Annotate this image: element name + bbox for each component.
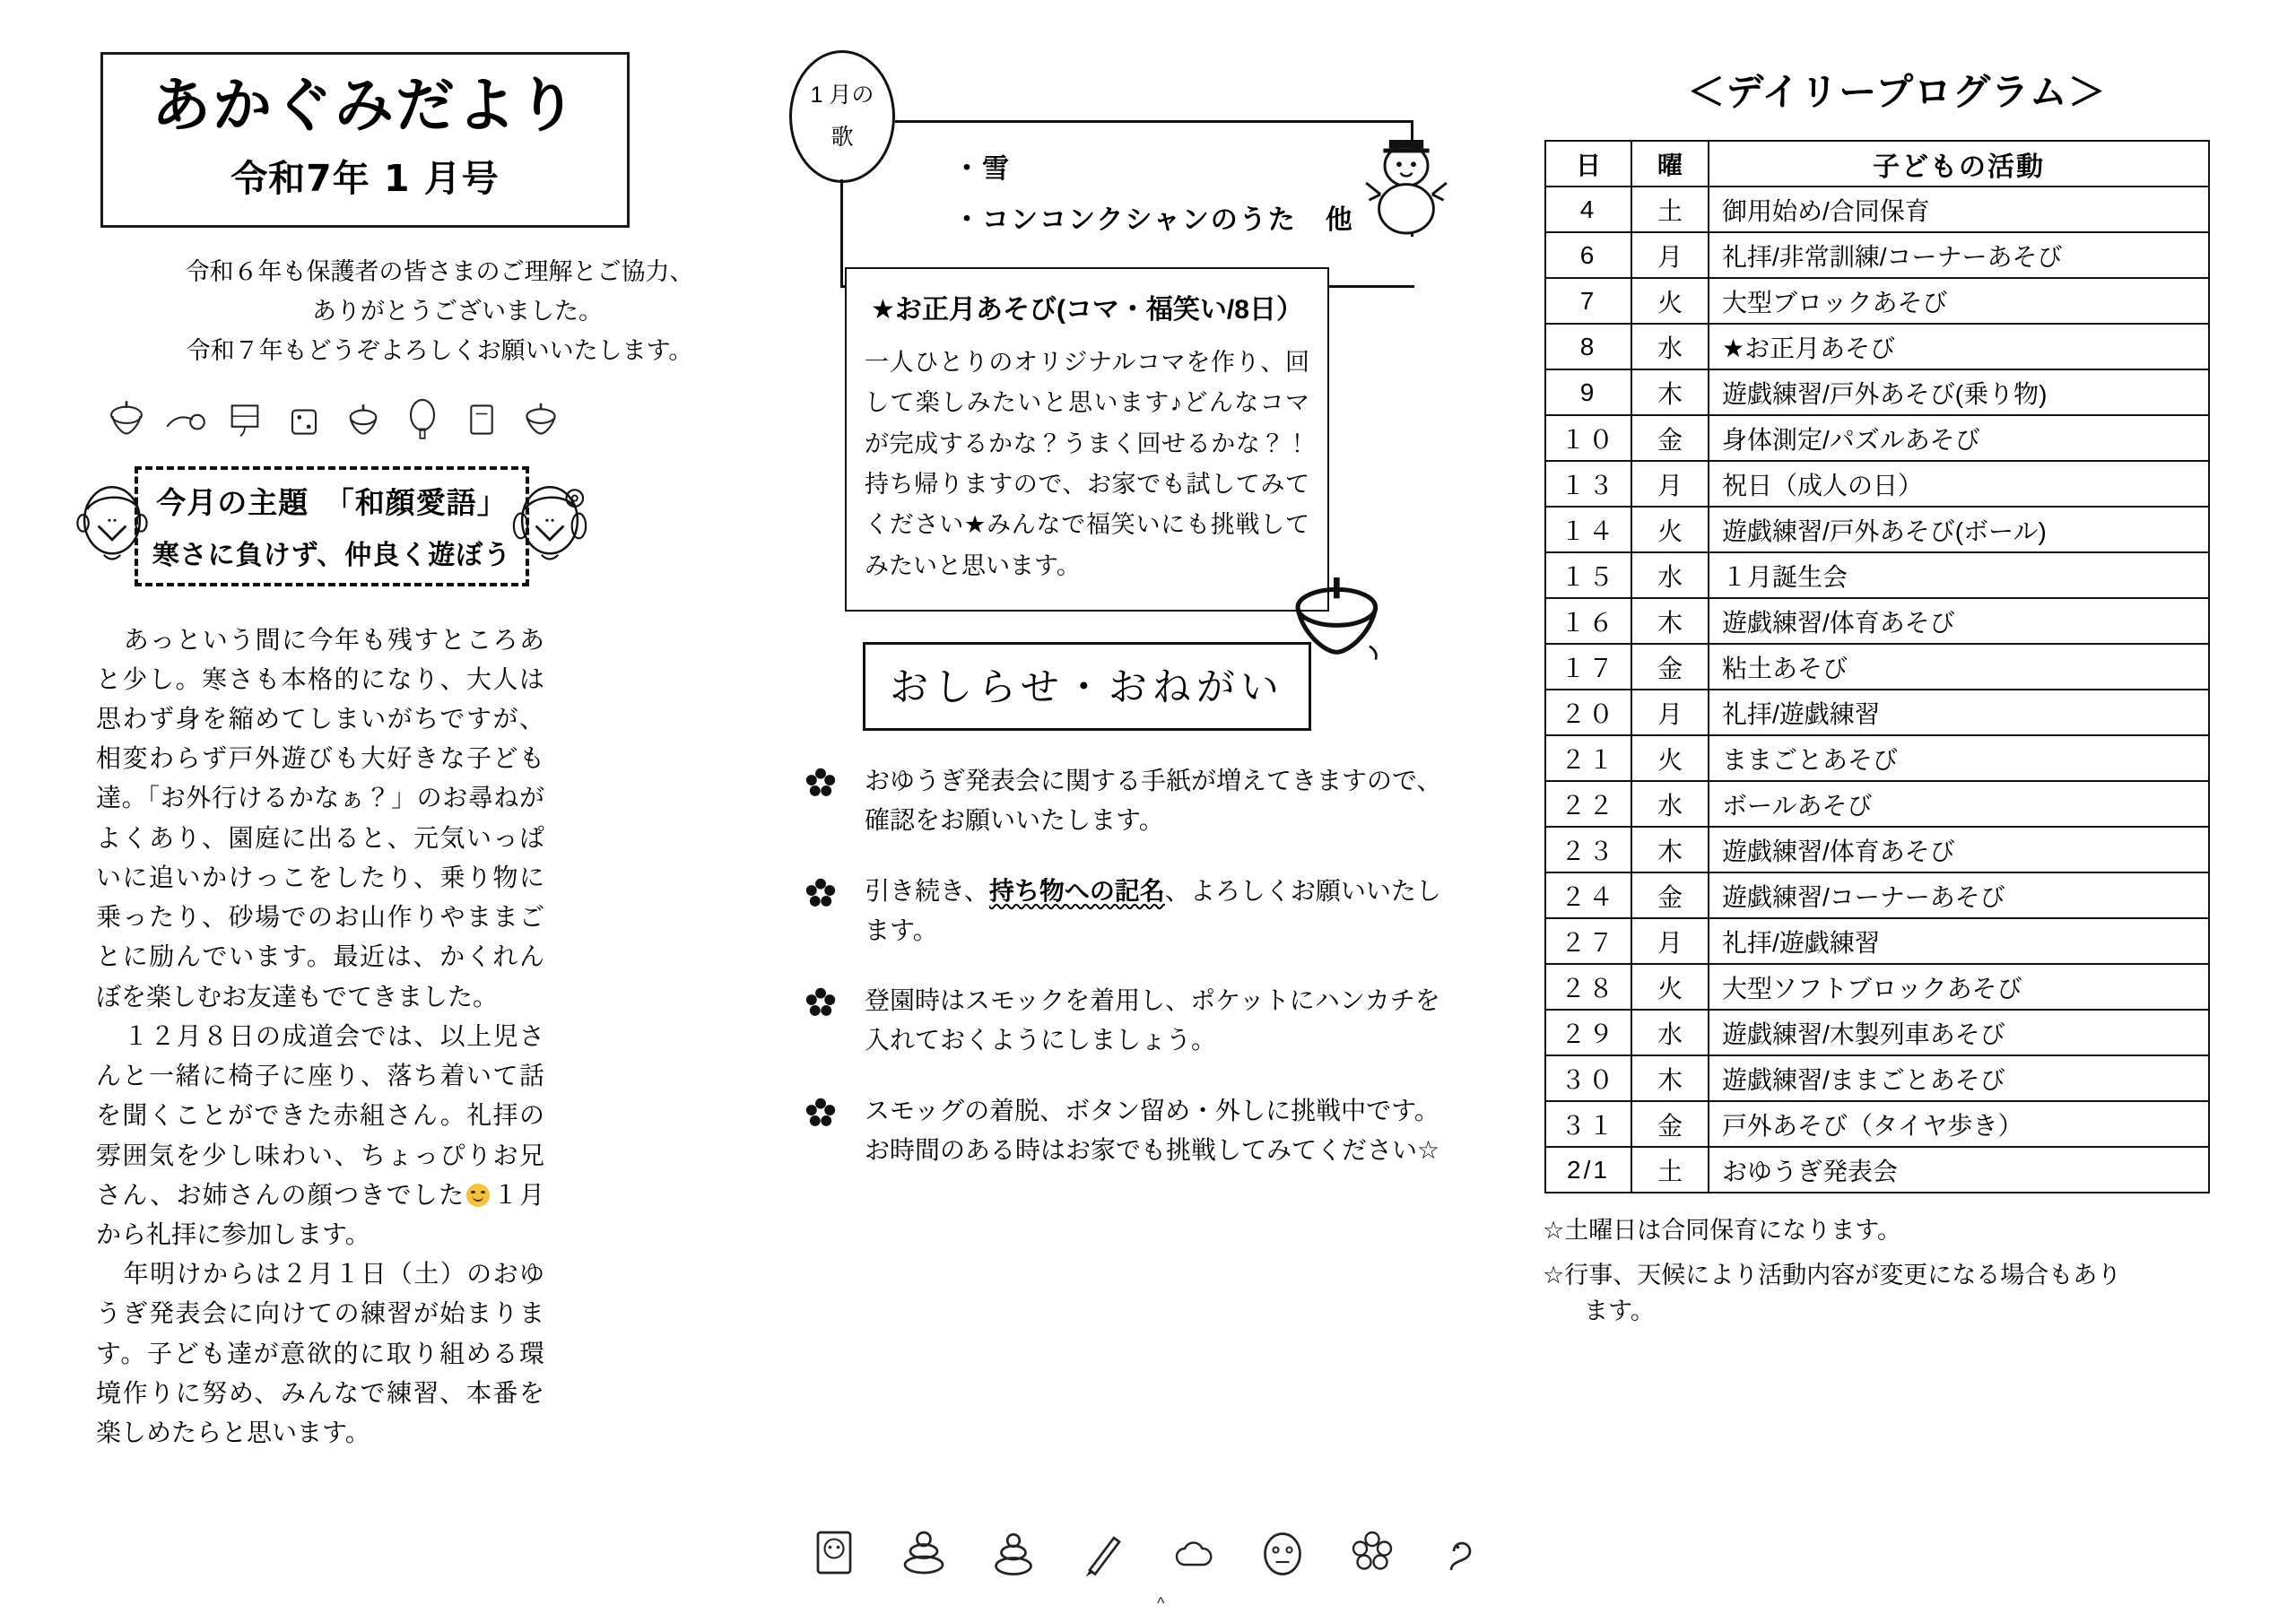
karuta-card-icon [807,1524,861,1578]
table-row [1545,1147,2209,1193]
cell-activity: 遊戯練習/戸外あそび(ボール) [1709,507,2209,552]
cell-weekday: 月 [1631,690,1709,735]
hanetsuki-paddle-icon [399,396,446,443]
table-row [1545,735,2209,781]
cell-activity: ボールあそび [1709,781,2209,827]
cell-weekday: 水 [1631,552,1709,598]
article-body [96,621,544,1454]
cell-weekday: 木 [1631,369,1709,415]
cell-activity: 粘土あそび [1709,644,2209,690]
column-header-activity: 子どもの活動 [1709,141,2209,187]
cell-day: 6 [1545,232,1631,278]
kagami-mochi-small-icon [987,1524,1040,1578]
table-row [1545,1010,2209,1055]
kite-string-icon [162,396,209,443]
notice-item-text-1 [865,872,1457,950]
flower-bullet-icon [805,986,836,1017]
monthly-song-callout [789,43,1507,258]
cell-activity: ★お正月あそび [1709,324,2209,369]
cell-day: ２３ [1545,827,1631,872]
song-list [953,143,1354,246]
cell-day: １４ [1545,507,1631,552]
cell-day: 9 [1545,369,1631,415]
cell-weekday: 水 [1631,324,1709,369]
cloud-puff-icon [1166,1524,1220,1578]
cell-day: ２１ [1545,735,1631,781]
oshogatsu-activity-box [845,267,1329,612]
table-row [1545,690,2209,735]
cell-day: ２９ [1545,1010,1631,1055]
table-row [1545,1101,2209,1147]
table-row [1545,461,2209,507]
flower-bullet-icon [805,877,836,907]
cell-activity: 礼拝/非常訓練/コーナーあそび [1709,232,2209,278]
snowman-icon [1363,131,1449,235]
plum-blossom-icon [1345,1524,1399,1578]
snake-zodiac-icon [1435,1524,1489,1578]
list-item [805,872,1487,950]
cell-weekday: 火 [1631,278,1709,324]
table-row [1545,644,2209,690]
article-paragraph-2-a: １２月８日の成道会では、以上児さんと一緒に椅子に座り、落ち着いて話を聞くことができた赤組さん。礼拝の雰囲気を少し味わい、ちょっぴりお兄さん、お姉さんの顔つきでした [96,1021,544,1209]
greeting-line-3: 令和７年もどうぞよろしくお願いいたします。 [186,336,693,364]
cell-activity: ままごとあそび [1709,735,2209,781]
notice-0-pre: おゆうぎ発表会に関する手紙が増えてきますので、確認をお願いいたします。 [865,767,1442,835]
column-header-day: 日 [1545,141,1631,187]
cell-weekday: 木 [1631,1055,1709,1101]
table-row [1545,918,2209,964]
cell-weekday: 火 [1631,507,1709,552]
notice-item-text-3 [865,1091,1457,1170]
note-0-main: ☆土曜日は合同保育になります。 [1543,1217,1902,1244]
notice-2-pre: 登園時はスモックを着用し、ポケットにハンカチを入れておくようにしましょう。 [865,986,1440,1055]
girl-face-icon [507,479,593,576]
cell-day: 4 [1545,187,1631,232]
cell-activity: 大型ブロックあそび [1709,278,2209,324]
cell-weekday: 火 [1631,964,1709,1010]
table-row [1545,872,2209,918]
cell-weekday: 金 [1631,644,1709,690]
spinning-top-icon [103,396,150,443]
list-item [805,981,1487,1060]
table-row [1545,827,2209,872]
cell-day: 2/1 [1545,1147,1631,1193]
cell-day: ３１ [1545,1101,1631,1147]
middle-column [789,43,1507,1201]
cell-weekday: 金 [1631,1101,1709,1147]
cell-activity: 戸外あそび（タイヤ歩き） [1709,1101,2209,1147]
notice-list [805,761,1487,1170]
spinning-top-illustration-icon [1284,568,1392,667]
cell-day: ２７ [1545,918,1631,964]
koma-top-icon [517,396,564,443]
cell-weekday: 月 [1631,461,1709,507]
page-title: あかぐみだより [152,71,578,140]
cell-weekday: 金 [1631,415,1709,461]
kagami-mochi-icon [897,1524,951,1578]
cell-day: １７ [1545,644,1631,690]
cell-day: １６ [1545,598,1631,644]
song-stem-line [840,179,843,287]
daily-program-title: ＜デイリープログラム＞ [1687,71,2107,113]
table-row [1545,1055,2209,1101]
cell-activity: 遊戯練習/戸外あそび(乗り物) [1709,369,2209,415]
notice-item-text-2 [865,981,1457,1060]
theme-line-1: 今月の主題 「和顔愛語」 [156,486,508,519]
cell-weekday: 水 [1631,781,1709,827]
table-row [1545,369,2209,415]
cell-activity: おゆうぎ発表会 [1709,1147,2209,1193]
cell-day: １３ [1545,461,1631,507]
cell-weekday: 金 [1631,872,1709,918]
cell-day: 8 [1545,324,1631,369]
table-row [1545,552,2209,598]
song-label-line-1: 1 月の [810,82,874,108]
note-1-continuation: ます。 [1584,1297,1655,1324]
greeting-block [85,253,794,370]
cell-weekday: 木 [1631,598,1709,644]
song-label-line-2: 歌 [831,125,854,150]
cell-weekday: 土 [1631,1147,1709,1193]
table-row [1545,507,2209,552]
table-row [1545,232,2209,278]
article-paragraph-2 [96,1017,544,1254]
cell-activity: 祝日（成人の日） [1709,461,2209,507]
cell-day: ２８ [1545,964,1631,1010]
song-item-1: ・コンコンクシャンのうた 他 [953,205,1354,235]
theme-box [135,466,529,586]
notice-1-post: 、よろしくお願いいたします。 [865,876,1441,944]
cell-day: １０ [1545,415,1631,461]
cell-day: ３０ [1545,1055,1631,1101]
flower-bullet-icon [805,1097,836,1127]
song-item-0: ・雪 [953,154,1011,184]
table-row [1545,964,2209,1010]
notice-1-pre: 引き続き、 [865,876,989,905]
greeting-line-2: ありがとうございました。 [312,298,603,325]
table-row [1545,324,2209,369]
cell-day: ２４ [1545,872,1631,918]
cell-day: 7 [1545,278,1631,324]
cell-activity: 遊戯練習/木製列車あそび [1709,1010,2209,1055]
table-row [1545,415,2209,461]
cell-day: ２２ [1545,781,1631,827]
article-paragraph-2-b: １月から礼拝に参加します。 [96,1180,544,1249]
note-1 [1543,1258,2251,1330]
top-small-icon [340,396,387,443]
masthead-title-box [100,52,630,228]
table-row [1545,781,2209,827]
cell-activity: 遊戯練習/ままごとあそび [1709,1055,2209,1101]
list-item [805,761,1487,840]
bottom-decoration-strip [807,1524,1489,1578]
song-label-oval [789,50,895,183]
monthly-theme-section [85,466,794,601]
cell-activity: 礼拝/遊戯練習 [1709,690,2209,735]
table-row [1545,187,2209,232]
left-column [85,43,794,1453]
cell-activity: 遊戯練習/体育あそび [1709,598,2209,644]
daruma-icon [1256,1524,1309,1578]
oshogatsu-body: 一人ひとりのオリジナルコマを作り、回して楽しみたいと思います♪どんなコマが完成するかな？うまく回せるかな？！持ち帰りますので、お家でも試してみてください★みんなで福笑いにも挑戦してみたいと思います。 [865,349,1309,579]
cell-activity: 礼拝/遊戯練習 [1709,918,2209,964]
note-0 [1543,1213,2251,1249]
cell-weekday: 土 [1631,187,1709,232]
cell-activity: 身体測定/パズルあそび [1709,415,2209,461]
cell-weekday: 月 [1631,232,1709,278]
karuta-card-icon [458,396,505,443]
cell-activity: １月誕生会 [1709,552,2209,598]
daily-program-table [1544,140,2210,1193]
flower-bullet-icon [805,767,836,797]
notice-section-header: おしらせ・おねがい [863,642,1311,731]
smiling-face-emoji-icon [466,1184,490,1207]
brush-pen-icon [1076,1524,1130,1578]
dice-icon [281,396,327,443]
cell-activity: 遊戯練習/体育あそび [1709,827,2209,872]
cell-activity: 御用始め/合同保育 [1709,187,2209,232]
cell-weekday: 火 [1631,735,1709,781]
cell-weekday: 水 [1631,1010,1709,1055]
cell-weekday: 木 [1631,827,1709,872]
table-row [1545,598,2209,644]
right-column [1543,43,2251,1339]
kite-icon [222,396,268,443]
article-paragraph-1: あっという間に今年も残すところあと少し。寒さも本格的になり、大人は思わず身を縮めてしまいがちですが、相変わらず戸外遊びも大好きな子ども達。「お外行けるかなぁ？」のお尋ねがよくあり、園庭に出ると、元気いっぱいに追いかけっこをしたり、乗り物に乗ったり、砂場でのお山作りやままごとに励んでいます。最近は、かくれんぼを楽しむお友達もでてきました。 [96,625,544,1011]
column-header-weekday: 曜 [1631,141,1709,187]
cell-weekday: 月 [1631,918,1709,964]
cell-day: １５ [1545,552,1631,598]
oshogatsu-title: ★お正月あそび(コマ・福笑い/8日） [871,295,1303,325]
note-1-main: ☆行事、天候により活動内容が変更になる場合もあり [1543,1261,2122,1289]
newyear-toys-decoration [103,386,794,443]
notice-1-emphasis: 持ち物への記名 [988,876,1165,905]
greeting-line-1: 令和６年も保護者の皆さまのご理解とご協力、 [185,258,694,286]
cell-day: ２０ [1545,690,1631,735]
page-footer-caret: ^ [1157,1594,1165,1612]
cell-activity: 遊戯練習/コーナーあそび [1709,872,2209,918]
theme-line-2: 寒さに負けず、仲良く遊ぼう [152,541,512,570]
notice-3-pre: スモッグの着脱、ボタン留め・外しに挑戦中です。お時間のある時はお家でも挑戦してみてください☆ [865,1096,1440,1164]
issue-label: 令和7年 1 月号 [230,157,500,201]
notice-item-text-0 [865,761,1457,840]
article-paragraph-3: 年明けからは２月１日（土）のおゆうぎ発表会に向けての練習が始まります。子ども達が意欲的に取り組める環境作りに努め、みんなで練習、本番を楽しめたらと思います。 [96,1260,544,1447]
cell-activity: 大型ソフトブロックあそび [1709,964,2209,1010]
table-header-row [1545,141,2209,187]
daily-program-notes [1543,1213,2251,1330]
table-row [1545,278,2209,324]
list-item [805,1091,1487,1170]
